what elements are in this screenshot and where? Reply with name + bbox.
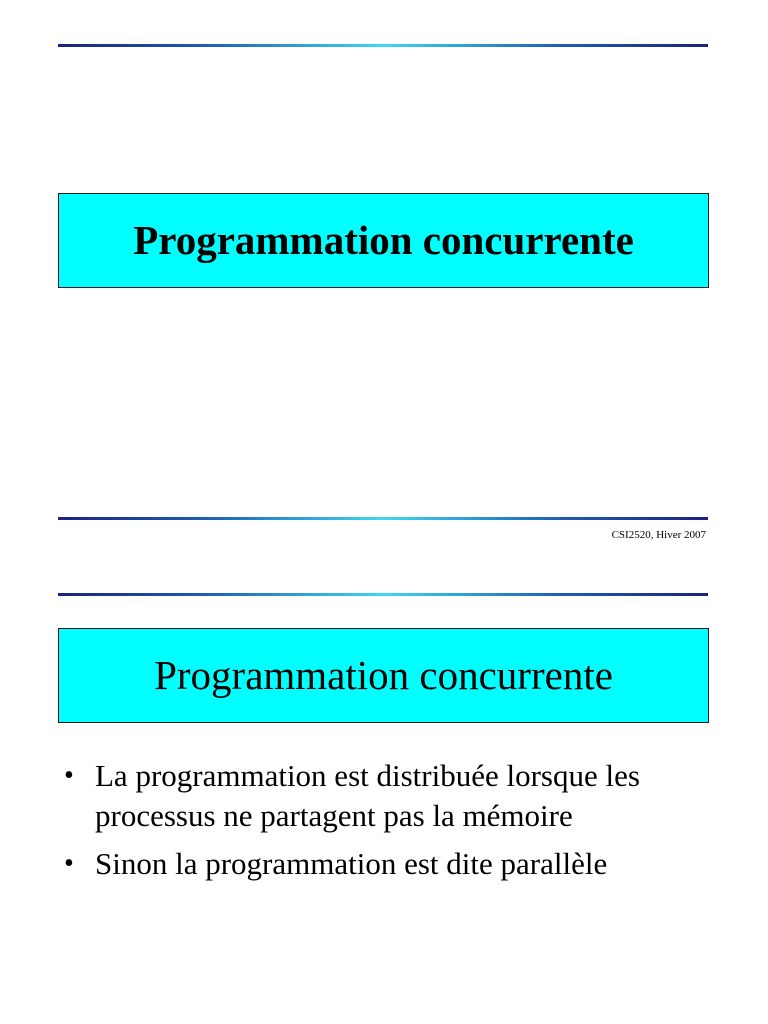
slide1-top-rule <box>58 44 708 47</box>
slide1-title-box <box>58 193 709 288</box>
slide1-footer: CSI2520, Hiver 2007 <box>611 529 706 541</box>
slide2-bullet-list <box>58 756 718 892</box>
slide2-title-box <box>58 628 709 723</box>
slide1-title: Programmation concurrente <box>133 217 634 263</box>
bullet-text-line: processus ne partagent pas la mémoire <box>95 798 573 833</box>
bullet-item <box>58 844 718 884</box>
slide1-bottom-rule <box>58 517 708 520</box>
bullet-item <box>58 756 718 836</box>
bullet-text-line: La programmation est distribuée lorsque les <box>95 758 640 793</box>
slide2-title: Programmation concurrente <box>154 652 613 698</box>
slide2-top-rule <box>58 593 708 596</box>
bullet-dot-icon: • <box>64 760 74 791</box>
bullet-dot-icon: • <box>64 848 74 879</box>
bullet-text-line: Sinon la programmation est dite parallèle <box>95 846 608 881</box>
